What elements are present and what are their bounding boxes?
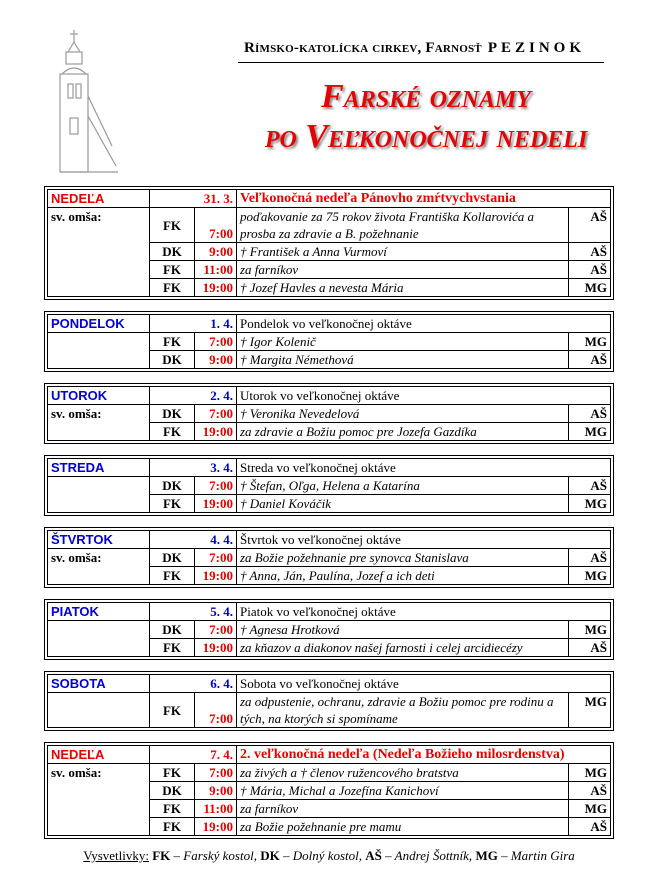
legend-text: – Farský kostol,	[170, 848, 261, 863]
mass-row	[48, 405, 611, 423]
day-block	[44, 383, 614, 444]
church-code: DK	[150, 621, 195, 639]
day-table	[47, 189, 611, 297]
mass-time: 7:00	[195, 621, 237, 639]
mass-intention: † Margita Némethová	[237, 351, 569, 369]
mass-row	[48, 693, 611, 728]
day-header-row	[48, 675, 611, 693]
legend-text: – Dolný kostol,	[279, 848, 366, 863]
day-date: 1. 4.	[150, 315, 237, 333]
celebrant: AŠ	[568, 477, 610, 495]
church-code: DK	[150, 405, 195, 423]
day-header-row	[48, 387, 611, 405]
celebrant: AŠ	[568, 549, 610, 567]
day-table	[47, 602, 611, 657]
mass-label	[48, 621, 150, 657]
celebrant: MG	[569, 333, 611, 351]
day-block	[44, 742, 614, 839]
celebrant: MG	[568, 764, 610, 782]
header-rule	[238, 62, 604, 63]
parish-line: Rímsko-katolícka cirkev, Farnosť	[244, 40, 482, 56]
mass-intention: za Božie požehnanie pre mamu	[237, 818, 569, 836]
mass-label	[48, 693, 150, 728]
legend-code: FK	[152, 848, 171, 863]
day-name: SOBOTA	[48, 675, 150, 693]
day-title: Štvrtok vo veľkonočnej oktáve	[237, 531, 611, 549]
church-code: FK	[150, 208, 195, 243]
mass-intention: za farníkov	[237, 800, 569, 818]
church-code: FK	[150, 800, 195, 818]
church-code: FK	[150, 279, 195, 297]
title-line-2: po Veľkonočnej nedeli	[264, 118, 588, 155]
celebrant: AŠ	[568, 818, 610, 836]
mass-label: sv. omša:	[48, 549, 150, 585]
mass-label: sv. omša:	[48, 405, 150, 441]
day-table	[47, 530, 611, 585]
mass-row	[48, 764, 611, 782]
mass-time: 7:00	[195, 208, 237, 243]
church-code: FK	[150, 261, 195, 279]
mass-time: 9:00	[195, 782, 237, 800]
church-code: FK	[150, 693, 195, 728]
legend-code: DK	[260, 848, 280, 863]
mass-intention: za odpustenie, ochranu, zdravie a Božiu pomoc pre rodinu a tých, na ktorých si spomíname	[237, 693, 569, 728]
celebrant: MG	[569, 279, 611, 297]
mass-time: 19:00	[195, 279, 237, 297]
mass-row	[48, 333, 611, 351]
day-block	[44, 311, 614, 372]
church-code: DK	[150, 243, 195, 261]
legend-text: – Martin Gira	[497, 848, 575, 863]
mass-time: 7:00	[195, 405, 237, 423]
mass-intention: † Anna, Ján, Paulína, Jozef a ich deti	[237, 567, 569, 585]
mass-row	[48, 208, 611, 243]
church-code: FK	[150, 423, 195, 441]
day-block	[44, 599, 614, 660]
day-table	[47, 674, 611, 728]
mass-row	[48, 621, 611, 639]
church-code: DK	[150, 549, 195, 567]
mass-intention: † Igor Kolenič	[237, 333, 569, 351]
mass-intention: † Štefan, Oľga, Helena a Katarína	[237, 477, 569, 495]
celebrant: AŠ	[569, 405, 611, 423]
day-title: Streda vo veľkonočnej oktáve	[237, 459, 611, 477]
day-date: 31. 3.	[150, 190, 237, 208]
town-name: PEZINOK	[487, 40, 586, 56]
mass-label: sv. omša:	[48, 208, 150, 297]
mass-intention: † Jozef Havles a nevesta Mária	[237, 279, 569, 297]
day-title: Sobota vo veľkonočnej oktáve	[237, 675, 611, 693]
church-tower-illustration	[46, 26, 126, 176]
parish-header	[244, 40, 585, 57]
church-code: FK	[150, 639, 195, 657]
day-table	[47, 314, 611, 369]
title-line-1: Farské oznamy	[321, 78, 531, 115]
day-date: 2. 4.	[150, 387, 237, 405]
day-header-row	[48, 603, 611, 621]
celebrant: MG	[568, 495, 610, 513]
day-date: 6. 4.	[150, 675, 237, 693]
mass-time: 7:00	[195, 477, 237, 495]
day-name: PIATOK	[48, 603, 150, 621]
mass-time: 9:00	[195, 243, 237, 261]
church-code: FK	[150, 764, 195, 782]
mass-time: 7:00	[195, 693, 237, 728]
mass-time: 7:00	[195, 333, 237, 351]
celebrant: MG	[569, 423, 611, 441]
day-name: UTOROK	[48, 387, 150, 405]
mass-intention: † Mária, Michal a Jozefína Kanichoví	[237, 782, 569, 800]
mass-intention: za farníkov	[237, 261, 569, 279]
mass-time: 19:00	[195, 495, 237, 513]
church-code: FK	[150, 495, 195, 513]
mass-label	[48, 333, 150, 369]
legend-items	[152, 848, 575, 863]
mass-intention: za živých a † členov ružencového bratstva	[237, 764, 569, 782]
day-block	[44, 186, 614, 300]
legend-code: MG	[475, 848, 498, 863]
legend-text: – Andrej Šottník,	[381, 848, 476, 863]
day-name: NEDEĽA	[48, 746, 150, 764]
church-code: FK	[150, 333, 195, 351]
legend-code: AŠ	[365, 848, 382, 863]
day-header-row	[48, 315, 611, 333]
celebrant: MG	[568, 800, 610, 818]
day-block	[44, 527, 614, 588]
mass-time: 19:00	[195, 639, 237, 657]
church-code: DK	[150, 782, 195, 800]
mass-time: 7:00	[195, 549, 237, 567]
day-date: 4. 4.	[150, 531, 237, 549]
mass-time: 19:00	[195, 818, 237, 836]
mass-intention: † Daniel Kováčik	[237, 495, 569, 513]
schedule	[44, 186, 614, 850]
day-title: Veľkonočná nedeľa Pánovho zmŕtvychvstania	[237, 190, 611, 208]
celebrant: AŠ	[569, 208, 611, 243]
celebrant: MG	[569, 621, 611, 639]
celebrant: AŠ	[569, 639, 611, 657]
celebrant: MG	[569, 693, 611, 728]
day-table	[47, 458, 611, 513]
celebrant: AŠ	[569, 243, 611, 261]
mass-intention: za kňazov a diakonov našej farnosti i celej arcidiecézy	[237, 639, 569, 657]
mass-intention: za Božie požehnanie pre synovca Stanislava	[237, 549, 569, 567]
mass-label	[48, 477, 150, 513]
day-title: Utorok vo veľkonočnej oktáve	[237, 387, 611, 405]
day-date: 3. 4.	[150, 459, 237, 477]
day-header-row	[48, 190, 611, 208]
day-date: 5. 4.	[150, 603, 237, 621]
mass-intention: † František a Anna Vurmoví	[237, 243, 569, 261]
mass-time: 9:00	[195, 351, 237, 369]
day-header-row	[48, 746, 611, 764]
day-block	[44, 455, 614, 516]
mass-intention: za zdravie a Božiu pomoc pre Jozefa Gazdíka	[237, 423, 569, 441]
day-header-row	[48, 459, 611, 477]
day-name: NEDEĽA	[48, 190, 150, 208]
mass-intention: poďakovanie za 75 rokov života Františka Kollarovića a prosba za zdravie a B. požehnanie	[237, 208, 569, 243]
mass-row	[48, 549, 611, 567]
day-name: ŠTVRTOK	[48, 531, 150, 549]
mass-intention: † Veronika Nevedelová	[237, 405, 569, 423]
church-code: DK	[150, 351, 195, 369]
celebrant: AŠ	[569, 261, 611, 279]
celebrant: AŠ	[568, 782, 610, 800]
mass-intention: † Agnesa Hrotková	[237, 621, 569, 639]
church-code: FK	[150, 567, 195, 585]
day-title: Pondelok vo veľkonočnej oktáve	[237, 315, 611, 333]
celebrant: AŠ	[569, 351, 611, 369]
day-block	[44, 671, 614, 731]
day-name: STREDA	[48, 459, 150, 477]
mass-row	[48, 477, 611, 495]
day-date: 7. 4.	[150, 746, 237, 764]
day-title: 2. veľkonočná nedeľa (Nedeľa Božieho milosrdenstva)	[237, 746, 611, 764]
church-code: FK	[150, 818, 195, 836]
mass-time: 11:00	[195, 800, 237, 818]
church-code: DK	[150, 477, 195, 495]
mass-time: 19:00	[195, 567, 237, 585]
day-table	[47, 745, 611, 836]
mass-time: 11:00	[195, 261, 237, 279]
day-name: PONDELOK	[48, 315, 150, 333]
mass-time: 19:00	[195, 423, 237, 441]
day-table	[47, 386, 611, 441]
mass-label: sv. omša:	[48, 764, 150, 836]
legend-label: Vysvetlivky:	[83, 848, 149, 863]
day-title: Piatok vo veľkonočnej oktáve	[237, 603, 611, 621]
celebrant: MG	[568, 567, 610, 585]
mass-time: 7:00	[195, 764, 237, 782]
day-header-row	[48, 531, 611, 549]
legend	[0, 848, 658, 864]
